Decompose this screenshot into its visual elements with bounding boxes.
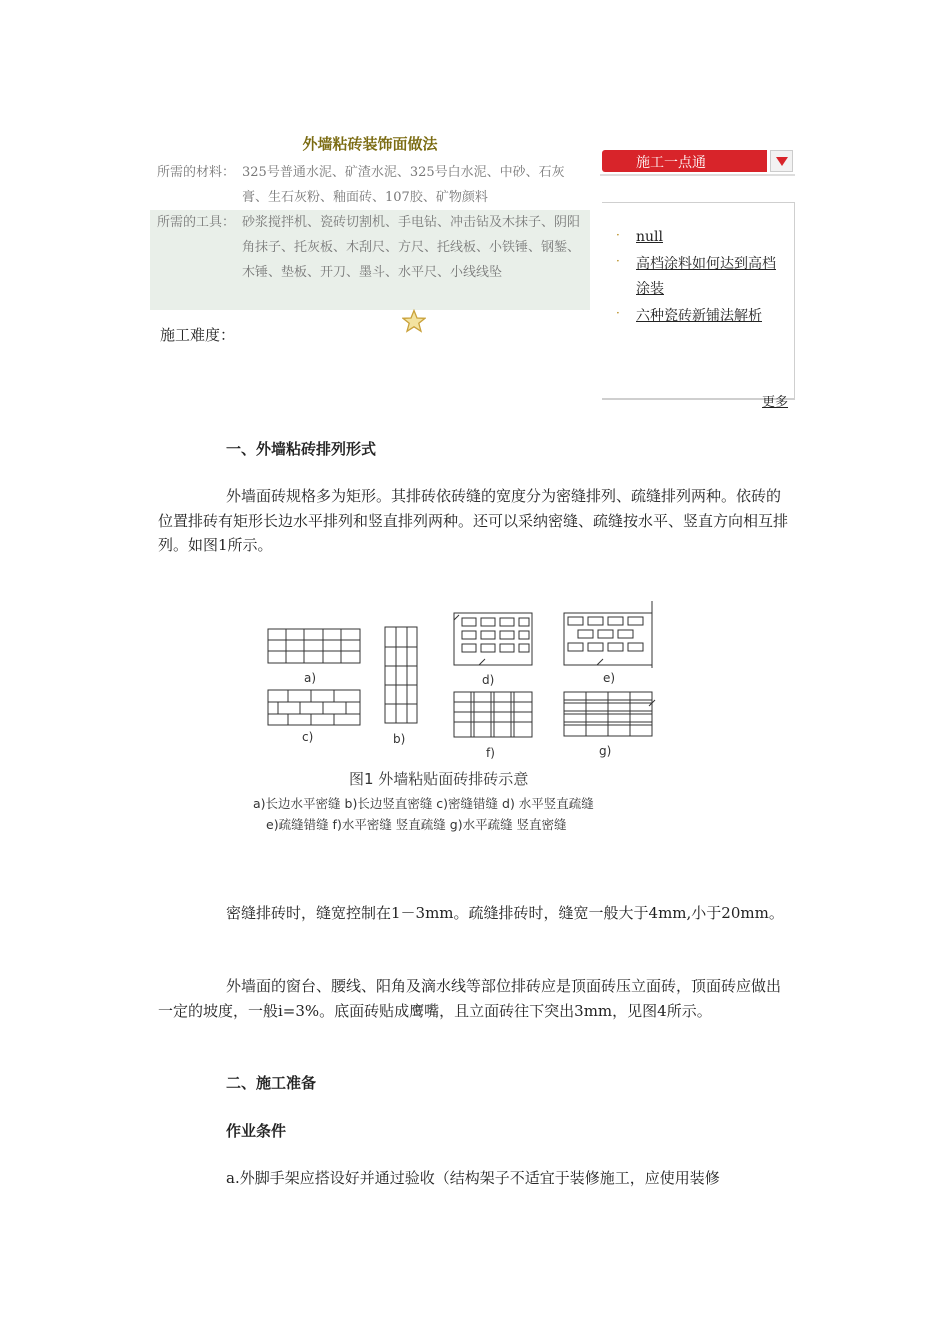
materials-row: [150, 160, 590, 210]
sidebar-tab-title: 施工一点通: [636, 155, 706, 171]
sidebar-panel: [600, 148, 795, 410]
star-icon: [402, 309, 426, 337]
figure-caption-title: 图1 外墙粘贴面砖排砖示意: [349, 770, 529, 788]
paragraph-2: 密缝排砖时，缝宽控制在1－3mm。疏缝排砖时，缝宽一般大于4mm,小于20mm。: [226, 904, 784, 922]
tools-row: [150, 210, 590, 310]
sidebar-link-3[interactable]: 六种瓷砖新铺法解析: [636, 308, 762, 324]
figure-label-g: g): [599, 744, 612, 758]
materials-label: 所需的材料：: [157, 165, 236, 180]
figure-label-f: f): [486, 746, 495, 760]
tools-label: 所需的工具：: [157, 215, 236, 230]
paragraph-1: 外墙面砖规格多为矩形。其排砖依砖缝的宽度分为密缝排列、疏缝排列两种。依砖的位置排砖有矩形长边水平排列和竖直排列两种。还可以采纳密缝、疏缝按水平、竖直方向相互排列。如图1所示。: [158, 487, 789, 554]
bullet-icon: ·: [616, 306, 620, 320]
tile-layout-figure: [253, 598, 683, 838]
section-heading-2: 二、施工准备: [226, 1074, 317, 1092]
materials-value: 325号普通水泥、矿渣水泥、325号白水泥、中砂、石灰膏、生石灰粉、釉面砖、107胶、矿物颜料: [242, 165, 565, 205]
tools-value: 砂浆搅拌机、瓷砖切割机、手电钻、冲击钻及木抹子、阴阳角抹子、托灰板、木刮尺、方尺、托线板、小铁锤、钢錾、木锤、垫板、开刀、墨斗、水平尺、小线线坠: [242, 215, 581, 280]
sidebar-divider: [600, 174, 795, 176]
subsection-heading: 作业条件: [226, 1122, 287, 1140]
paragraph-3: 外墙面的窗台、腰线、阳角及滴水线等部位排砖应是顶面砖压立面砖，顶面砖应做出一定的坡度，一般i=3%。底面砖贴成鹰嘴，且立面砖往下突出3mm，见图4所示。: [158, 977, 782, 1020]
difficulty-label: 施工难度：: [160, 326, 236, 344]
figure-caption-line-2: e)疏缝错缝 f)水平密缝 竖直疏缝 g)水平疏缝 竖直密缝: [266, 817, 567, 832]
dropdown-arrow-icon[interactable]: [770, 150, 793, 172]
paragraph-4: a.外脚手架应搭设好并通过验收（结构架子不适宜于装修施工，应使用装修: [226, 1169, 720, 1187]
article-title: 外墙粘砖装饰面做法: [302, 135, 438, 153]
figure-label-a: a): [304, 671, 317, 685]
figure-label-e: e): [603, 671, 616, 685]
sidebar-header: [600, 148, 795, 174]
figure-label-c: c): [302, 730, 314, 744]
figure-label-d: d): [482, 673, 495, 687]
figure-caption-line-1: a)长边水平密缝 b)长边竖直密缝 c)密缝错缝 d) 水平竖直疏缝: [253, 796, 594, 811]
sidebar-list: [600, 202, 795, 410]
sidebar-link-1[interactable]: null: [636, 229, 663, 245]
section-heading-1: 一、外墙粘砖排列形式: [226, 440, 377, 458]
bullet-icon: ·: [616, 254, 620, 268]
more-link[interactable]: 更多: [762, 395, 789, 410]
sidebar-tab[interactable]: [602, 150, 767, 172]
sidebar-link-2[interactable]: 高档涂料如何达到高档涂装: [636, 256, 776, 297]
figure-label-b: b): [393, 732, 406, 746]
bullet-icon: ·: [616, 228, 620, 242]
